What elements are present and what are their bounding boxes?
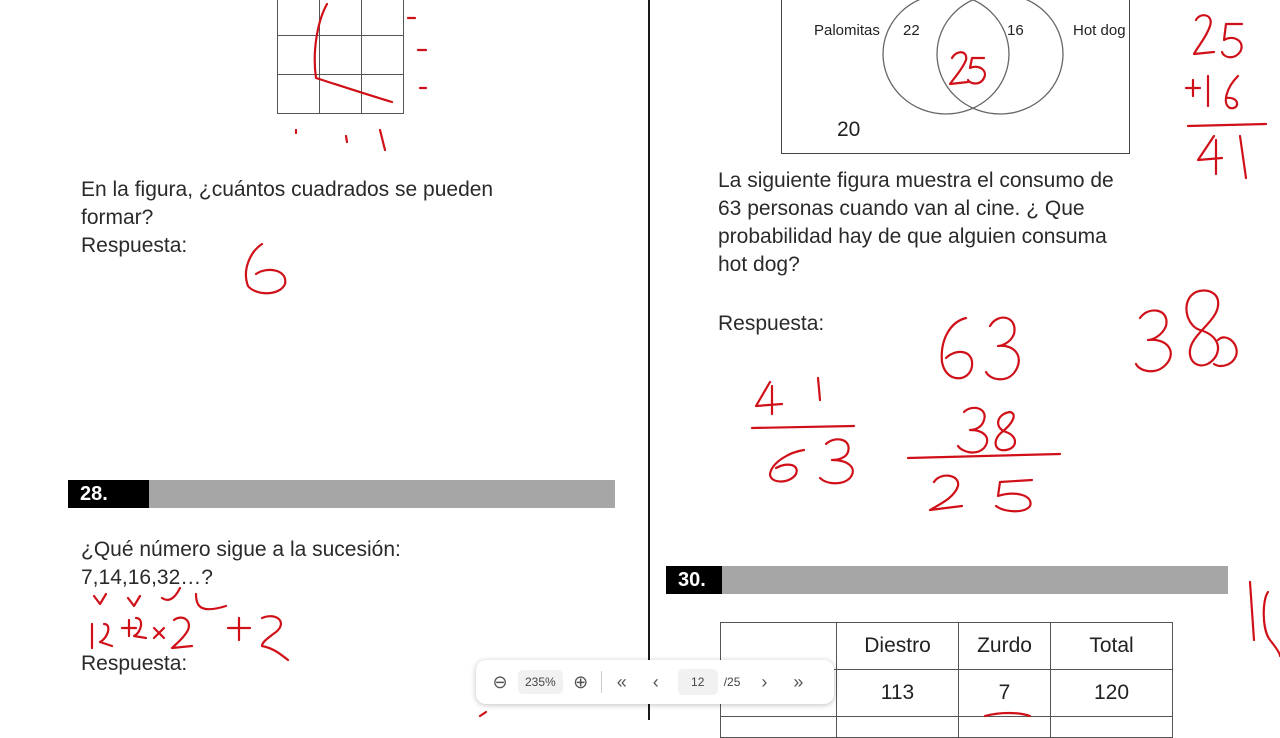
- venn-left-label: Palomitas: [814, 22, 880, 39]
- question-28-number: 28.: [68, 480, 149, 508]
- toolbar-separator: [601, 671, 602, 693]
- zoom-in-button[interactable]: [567, 668, 595, 696]
- first-page-button[interactable]: [608, 668, 636, 696]
- venn-left-value: 22: [903, 22, 920, 39]
- zoom-level[interactable]: 235%: [518, 670, 563, 694]
- next-page-button[interactable]: [750, 668, 778, 696]
- page-number-input[interactable]: 12: [678, 669, 718, 695]
- question-28-line2: 7,14,16,32…?: [81, 566, 213, 589]
- probability-question-line2: 63 personas cuando van al cine. ¿ Que: [718, 197, 1085, 220]
- table-cell: 7: [959, 670, 1051, 717]
- chevron-right-icon: ›: [761, 671, 768, 692]
- pdf-viewer-toolbar: [476, 660, 834, 704]
- double-chevron-right-icon: »: [793, 671, 804, 692]
- squares-question-line1: En la figura, ¿cuántos cuadrados se pueden: [81, 178, 494, 201]
- venn-right-value: 16: [1007, 22, 1024, 39]
- probability-question-line1: La siguiente figura muestra el consumo de: [718, 169, 1114, 192]
- question-30-header: [666, 566, 1228, 594]
- last-page-button[interactable]: [784, 668, 812, 696]
- probability-answer-label: Respuesta:: [718, 312, 825, 335]
- squares-question-line2: formar?: [81, 206, 154, 229]
- minus-circle-icon: ⊖: [492, 671, 508, 692]
- plus-circle-icon: ⊕: [573, 671, 589, 692]
- table-cell: 113: [837, 670, 959, 717]
- table-header-cell: Diestro: [837, 623, 959, 670]
- double-chevron-left-icon: «: [616, 671, 627, 692]
- table-header-cell: Total: [1051, 623, 1173, 670]
- squares-answer-label: Respuesta:: [81, 234, 188, 257]
- table-header-cell: Zurdo: [959, 623, 1051, 670]
- venn-outside-value: 20: [837, 118, 861, 141]
- chevron-left-icon: ‹: [652, 671, 659, 692]
- venn-right-label: Hot dog: [1073, 22, 1126, 39]
- question-28-line1: ¿Qué número sigue a la sucesión:: [81, 538, 401, 561]
- question-30-number: 30.: [666, 566, 722, 594]
- table-cell: 120: [1051, 670, 1173, 717]
- previous-page-button[interactable]: [642, 668, 670, 696]
- zoom-out-button[interactable]: [486, 668, 514, 696]
- page-total: /25: [723, 675, 741, 689]
- question-28-answer-label: Respuesta:: [81, 652, 188, 675]
- probability-question: [718, 167, 1114, 279]
- probability-question-line4: hot dog?: [718, 253, 800, 276]
- probability-question-line3: probabilidad hay de que alguien consuma: [718, 225, 1107, 248]
